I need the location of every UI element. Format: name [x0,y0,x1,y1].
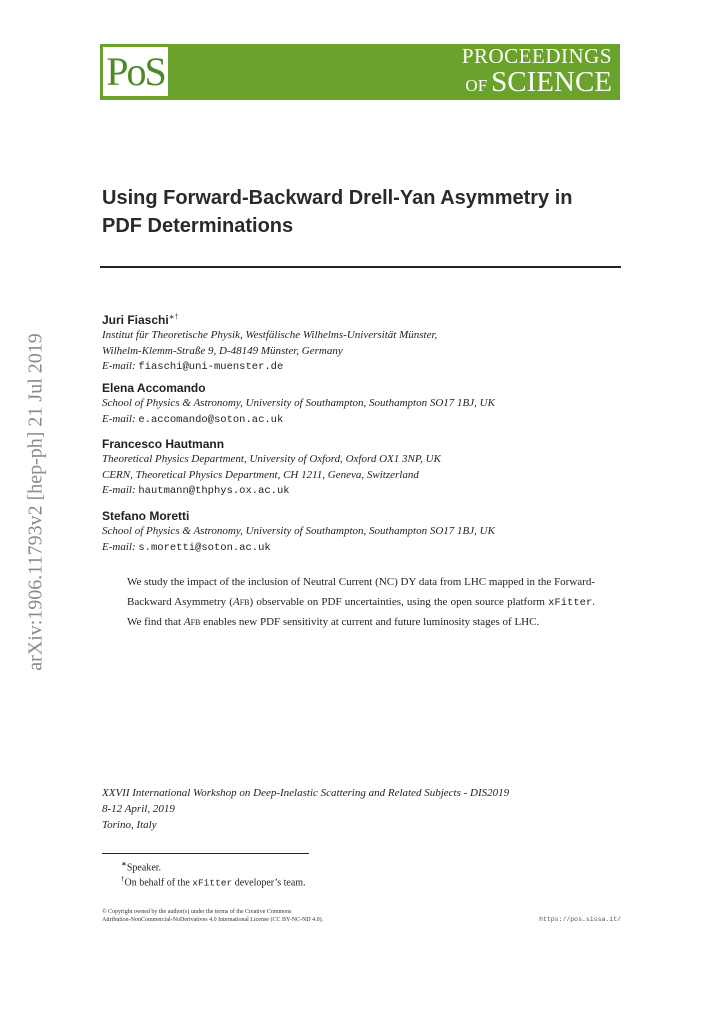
title-line-2: PDF Determinations [102,215,294,237]
author-email[interactable]: s.moretti@soton.ac.uk [138,541,271,554]
email-label: E-mail: [102,360,136,372]
author-email[interactable]: hautmann@thphys.ox.ac.uk [138,485,290,497]
arxiv-stamp: arXiv:1906.11793v2 [hep-ph] 21 Jul 2019 [24,333,47,671]
license-notice [102,909,462,924]
author-name: Elena Accomando [102,381,206,395]
email-label: E-mail: [102,412,136,425]
pos-logo [103,47,168,96]
author-block [102,381,622,428]
author-affiliation: CERN, Theoretical Physics Department, CH 1211, Geneva, Switzerland [102,468,419,481]
email-label: E-mail: [102,484,136,496]
license-line-2: Attribution-NonCommercial-NoDerivatives 4.0 International License (CC BY-NC-ND 4.0). [102,916,324,923]
footnote-xfitter: †On behalf of the xFitter developer’s team. [121,875,306,889]
title-divider [100,266,621,268]
author-email[interactable]: fiaschi@uni-muenster.de [138,361,284,373]
of-text: OF [465,76,488,95]
science-text: SCIENCE [491,66,612,98]
pos-header-banner [100,44,620,100]
license-line-1: © Copyright owned by the author(s) under the terms of the Creative Commons [102,909,292,915]
author-name: Francesco Hautmann [102,437,225,451]
title-line-1: Using Forward-Backward Drell-Yan Asymmetry in [102,187,573,209]
pos-url-link[interactable]: https://pos.sissa.it/ [539,916,621,923]
author-footnote-marks: ∗† [168,314,179,321]
pos-logo-text: PoS [106,49,165,94]
proceedings-of-science-wordmark [462,46,612,97]
abstract: We study the impact of the inclusion of Neutral Current (NC) DY data from LHC mapped in the Forward-Backward Asymmetry (AFB) observable on PDF uncertainties, using the open source platform xFitter. We find that AFB enables new PDF sensitivity at current and future luminosity stages of LHC. [127,576,595,628]
footnote-divider [102,853,309,854]
author-affiliation: Theoretical Physics Department, University of Oxford, Oxford OX1 3NP, UK [102,453,441,465]
conference-location: Torino, Italy [102,819,157,831]
conference-info [102,785,622,833]
paper-title [102,184,622,240]
proceedings-text: PROCEEDINGS [461,44,612,68]
author-email[interactable]: e.accomando@soton.ac.uk [138,413,284,426]
conference-name: XXVII International Workshop on Deep-Inelastic Scattering and Related Subjects - DIS2019 [102,787,510,799]
footnote-speaker: ∗Speaker. [121,860,162,874]
author-affiliation: School of Physics & Astronomy, University of Southampton, Southampton SO17 1BJ, UK [102,525,495,537]
author-affiliation: Wilhelm-Klemm-Straße 9, D-48149 Münster, Germany [102,344,343,357]
author-block [102,437,622,500]
author-affiliation: Institut für Theoretische Physik, Westfälische Wilhelms-Universität Münster, [102,329,438,341]
author-name: Juri Fiaschi [102,313,169,327]
author-affiliation: School of Physics & Astronomy, University of Southampton, Southampton SO17 1BJ, UK [102,397,495,409]
conference-dates: 8-12 April, 2019 [102,803,175,815]
author-name: Stefano Moretti [102,509,190,523]
author-block [102,509,622,556]
tool-name: xFitter [548,596,593,609]
email-label: E-mail: [102,540,136,553]
author-block [102,310,622,376]
